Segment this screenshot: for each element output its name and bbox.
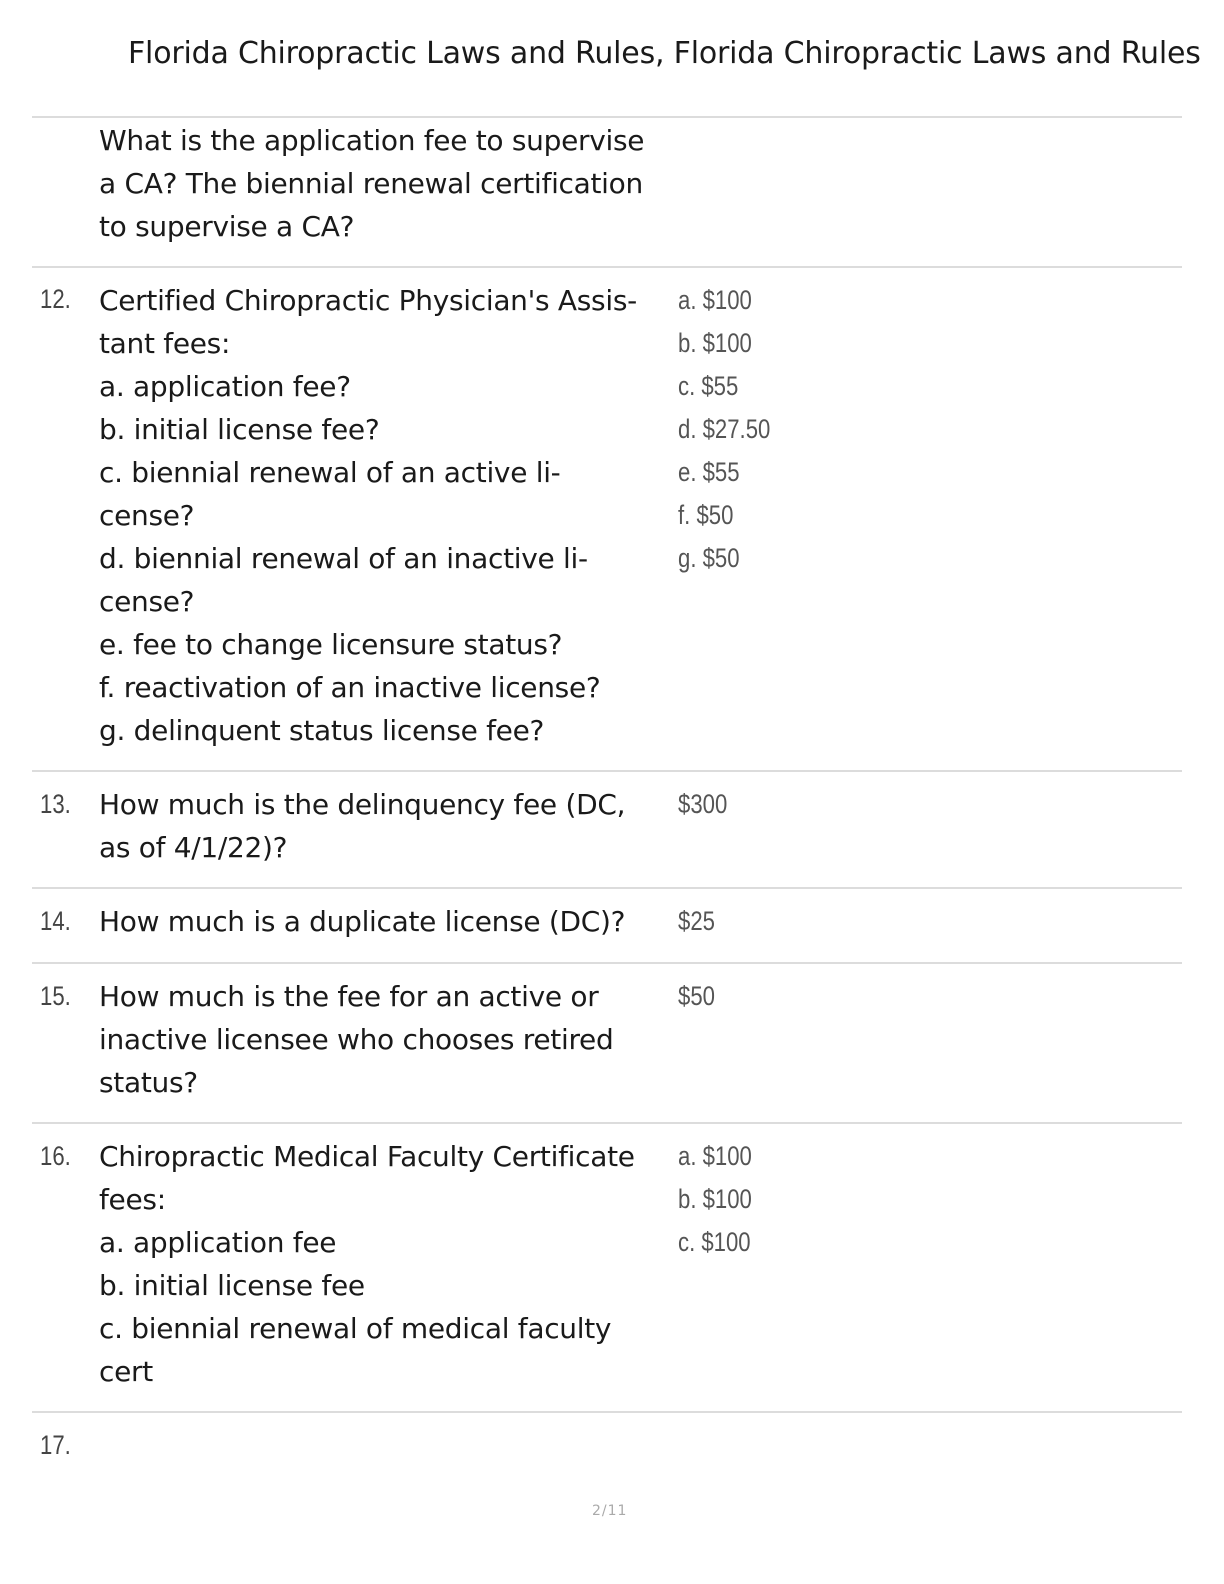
question-number: 14. <box>40 906 71 936</box>
question-number: 13. <box>40 789 71 819</box>
question-line: as of 4/1/22)? <box>99 831 288 864</box>
question-text <box>99 279 679 752</box>
answer-line: b. $100 <box>678 328 752 358</box>
question-line: How much is a duplicate license (DC)? <box>99 905 626 938</box>
answer-line: $50 <box>678 981 715 1011</box>
answer-line: e. $55 <box>678 457 740 487</box>
question-number: 16. <box>40 1141 71 1171</box>
question-line: c. biennial renewal of medical faculty <box>99 1312 612 1345</box>
question-line: How much is the fee for an active or <box>99 980 599 1013</box>
divider <box>32 1411 1182 1413</box>
answer-line: g. $50 <box>678 543 740 573</box>
divider <box>32 887 1182 889</box>
answer-line: c. $55 <box>678 371 739 401</box>
question-text <box>99 975 679 1104</box>
divider <box>32 962 1182 964</box>
divider <box>32 116 1182 118</box>
divider <box>32 1122 1182 1124</box>
question-line: fees: <box>99 1183 166 1216</box>
question-line: e. fee to change licensure status? <box>99 628 563 661</box>
question-line: cense? <box>99 585 195 618</box>
question-text <box>99 119 679 248</box>
question-number: 17. <box>40 1430 71 1460</box>
answer-line: a. $100 <box>678 285 752 315</box>
answer-text <box>678 279 770 580</box>
question-line: cert <box>99 1355 153 1388</box>
question-line: a. application fee? <box>99 370 351 403</box>
answer-text <box>678 975 715 1018</box>
question-line: tant fees: <box>99 327 231 360</box>
question-line: a. application fee <box>99 1226 337 1259</box>
question-line: cense? <box>99 499 195 532</box>
question-line: a CA? The biennial renewal certification <box>99 167 643 200</box>
answer-line: b. $100 <box>678 1184 752 1214</box>
question-line: g. delinquent status license fee? <box>99 714 545 747</box>
answer-text <box>678 783 727 826</box>
question-line: d. biennial renewal of an inactive li- <box>99 542 588 575</box>
question-line: b. initial license fee <box>99 1269 365 1302</box>
answer-text <box>678 900 715 943</box>
question-line: inactive licensee who chooses retired <box>99 1023 614 1056</box>
question-number: 12. <box>40 284 71 314</box>
question-text <box>99 783 679 869</box>
question-line: to supervise a CA? <box>99 210 355 243</box>
question-line: c. biennial renewal of an active li- <box>99 456 561 489</box>
answer-line: c. $100 <box>678 1227 751 1257</box>
question-text <box>99 900 679 943</box>
question-line: What is the application fee to supervise <box>99 124 645 157</box>
answer-line: a. $100 <box>678 1141 752 1171</box>
page-number: 2/11 <box>592 1503 628 1519</box>
question-line: f. reactivation of an inactive license? <box>99 671 601 704</box>
question-text <box>99 1135 679 1393</box>
question-line: How much is the delinquency fee (DC, <box>99 788 626 821</box>
answer-line: d. $27.50 <box>678 414 771 444</box>
question-line: Certified Chiropractic Physician's Assis- <box>99 284 637 317</box>
question-line: b. initial license fee? <box>99 413 380 446</box>
answer-text <box>678 1135 752 1264</box>
answer-line: f. $50 <box>678 500 734 530</box>
divider <box>32 266 1182 268</box>
divider <box>32 770 1182 772</box>
question-line: Chiropractic Medical Faculty Certificate <box>99 1140 635 1173</box>
answer-line: $300 <box>678 789 728 819</box>
answer-line: $25 <box>678 906 715 936</box>
question-line: status? <box>99 1066 198 1099</box>
page-title: Florida Chiropractic Laws and Rules, Florida Chiropractic Laws and Rules <box>128 36 1201 71</box>
question-number: 15. <box>40 981 71 1011</box>
